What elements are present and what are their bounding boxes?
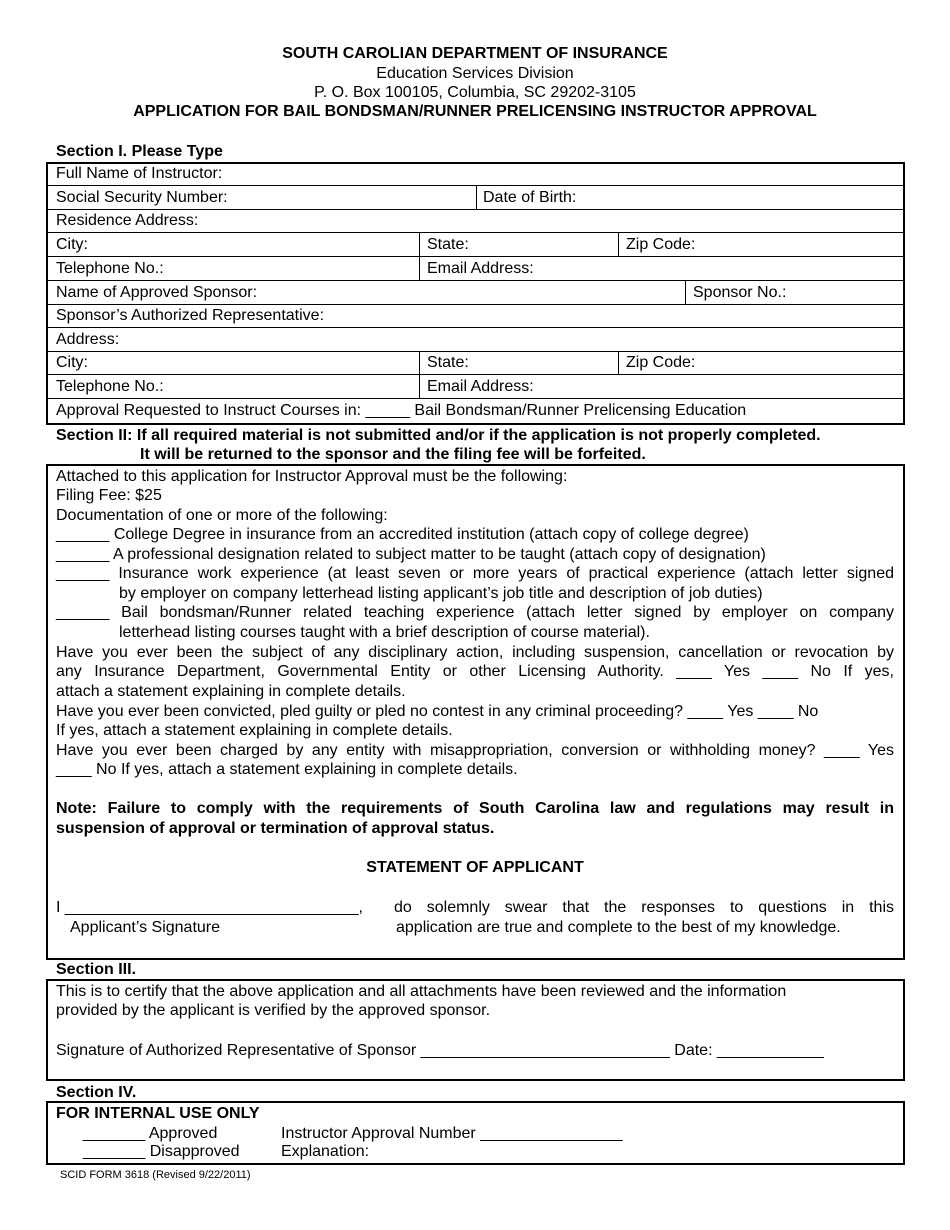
question-misappropriation[interactable]: Have you ever been charged by any entity with misappropriation, conversion or withholding money? ____ Yes <box>56 742 894 759</box>
certification-text-cont: provided by the applicant is verified by the approved sponsor. <box>56 1002 491 1019</box>
question-disciplinary: Have you ever been the subject of any disciplinary action, including suspension, cancellation or revocation by <box>56 644 894 661</box>
sponsor-rep-field[interactable]: Sponsor’s Authorized Representative: <box>56 307 325 324</box>
zip-field[interactable]: Zip Code: <box>626 236 696 253</box>
telephone-field[interactable]: Telephone No.: <box>56 260 164 277</box>
compliance-note: Note: Failure to comply with the requirements of South Carolina law and regulations may result in <box>56 800 894 817</box>
section1-title: Section I. Please Type <box>56 143 223 160</box>
approval-number-field[interactable]: Instructor Approval Number ________________ <box>281 1125 623 1142</box>
question-disciplinary-note: attach a statement explaining in complete details. <box>56 683 406 700</box>
form-id: SCID FORM 3618 (Revised 9/22/2011) <box>60 1169 251 1181</box>
swear-statement: do solemnly swear that the responses to questions in this <box>394 899 894 916</box>
form-title: APPLICATION FOR BAIL BONDSMAN/RUNNER PRELICENSING INSTRUCTOR APPROVAL <box>133 103 817 120</box>
question-misappropriation-answer[interactable]: ____ No If yes, attach a statement explaining in complete details. <box>56 761 518 778</box>
option-college-degree[interactable]: ______ College Degree in insurance from an accredited institution (attach copy of college degree) <box>56 526 749 543</box>
swear-statement-cont: application are true and complete to the best of my knowledge. <box>396 919 841 936</box>
ssn-field[interactable]: Social Security Number: <box>56 189 228 206</box>
sponsor-number-field[interactable]: Sponsor No.: <box>693 284 787 301</box>
attached-intro: Attached to this application for Instructor Approval must be the following: <box>56 468 568 485</box>
option-work-experience-detail: by employer on company letterhead listing applicant’s job title and description of job duties) <box>119 585 763 602</box>
state-field[interactable]: State: <box>427 236 469 253</box>
full-name-field[interactable]: Full Name of Instructor: <box>56 165 223 182</box>
email-field[interactable]: Email Address: <box>427 260 534 277</box>
filing-fee: Filing Fee: $25 <box>56 487 162 504</box>
certification-text: This is to certify that the above application and all attachments have been reviewed and the information <box>56 983 787 1000</box>
approved-checkbox-line[interactable]: _______ Approved <box>83 1125 218 1142</box>
sponsor-zip-field[interactable]: Zip Code: <box>626 354 696 371</box>
compliance-note-cont: suspension of approval or termination of approval status. <box>56 820 495 837</box>
residence-address-field[interactable]: Residence Address: <box>56 212 199 229</box>
org-address: P. O. Box 100105, Columbia, SC 29202-3105 <box>314 84 636 101</box>
sponsor-address-field[interactable]: Address: <box>56 331 120 348</box>
section4-title: Section IV. <box>56 1084 137 1101</box>
option-work-experience[interactable]: ______ Insurance work experience (at least seven or more years of practical experience (attach letter signed <box>56 565 894 582</box>
sponsor-telephone-field[interactable]: Telephone No.: <box>56 378 164 395</box>
sponsor-rep-signature-line[interactable]: Signature of Authorized Representative of Sponsor ____________________________ Date: ____________ <box>56 1042 824 1059</box>
option-teaching-experience-detail: letterhead listing courses taught with a brief description of course material). <box>119 624 650 641</box>
sponsor-name-field[interactable]: Name of Approved Sponsor: <box>56 284 258 301</box>
question-disciplinary-answer[interactable]: any Insurance Department, Governmental Entity or other Licensing Authority. ____ Yes ____ No If yes, <box>56 663 894 680</box>
org-title: SOUTH CAROLIAN DEPARTMENT OF INSURANCE <box>282 45 668 62</box>
approval-request-field[interactable]: Approval Requested to Instruct Courses in: _____ Bail Bondsman/Runner Prelicensing Education <box>56 402 747 419</box>
section3-title: Section III. <box>56 961 137 978</box>
statement-title: STATEMENT OF APPLICANT <box>366 859 584 876</box>
applicant-signature-line[interactable]: I _________________________________, <box>56 899 363 916</box>
division-name: Education Services Division <box>376 65 574 82</box>
documentation-intro: Documentation of one or more of the following: <box>56 507 388 524</box>
section2-subtitle: It will be returned to the sponsor and the filing fee will be forfeited. <box>140 446 646 463</box>
disapproved-checkbox-line[interactable]: _______ Disapproved <box>83 1143 240 1160</box>
section2-title: Section II: If all required material is not submitted and/or if the application is not properly completed. <box>56 427 821 444</box>
sponsor-state-field[interactable]: State: <box>427 354 469 371</box>
internal-use-label: FOR INTERNAL USE ONLY <box>56 1105 260 1122</box>
sponsor-city-field[interactable]: City: <box>56 354 88 371</box>
option-teaching-experience[interactable]: ______ Bail bondsman/Runner related teaching experience (attach letter signed by employer on company <box>56 604 894 621</box>
question-convicted-note: If yes, attach a statement explaining in complete details. <box>56 722 453 739</box>
explanation-field[interactable]: Explanation: <box>281 1143 370 1160</box>
dob-field[interactable]: Date of Birth: <box>483 189 577 206</box>
section1-table <box>46 162 905 425</box>
option-professional-designation[interactable]: ______ A professional designation related to subject matter to be taught (attach copy of designation) <box>56 546 766 563</box>
city-field[interactable]: City: <box>56 236 88 253</box>
sponsor-email-field[interactable]: Email Address: <box>427 378 534 395</box>
question-convicted[interactable]: Have you ever been convicted, pled guilty or pled no contest in any criminal proceeding? ____ Yes ____ No <box>56 703 819 720</box>
applicant-signature-label: Applicant’s Signature <box>70 919 221 936</box>
